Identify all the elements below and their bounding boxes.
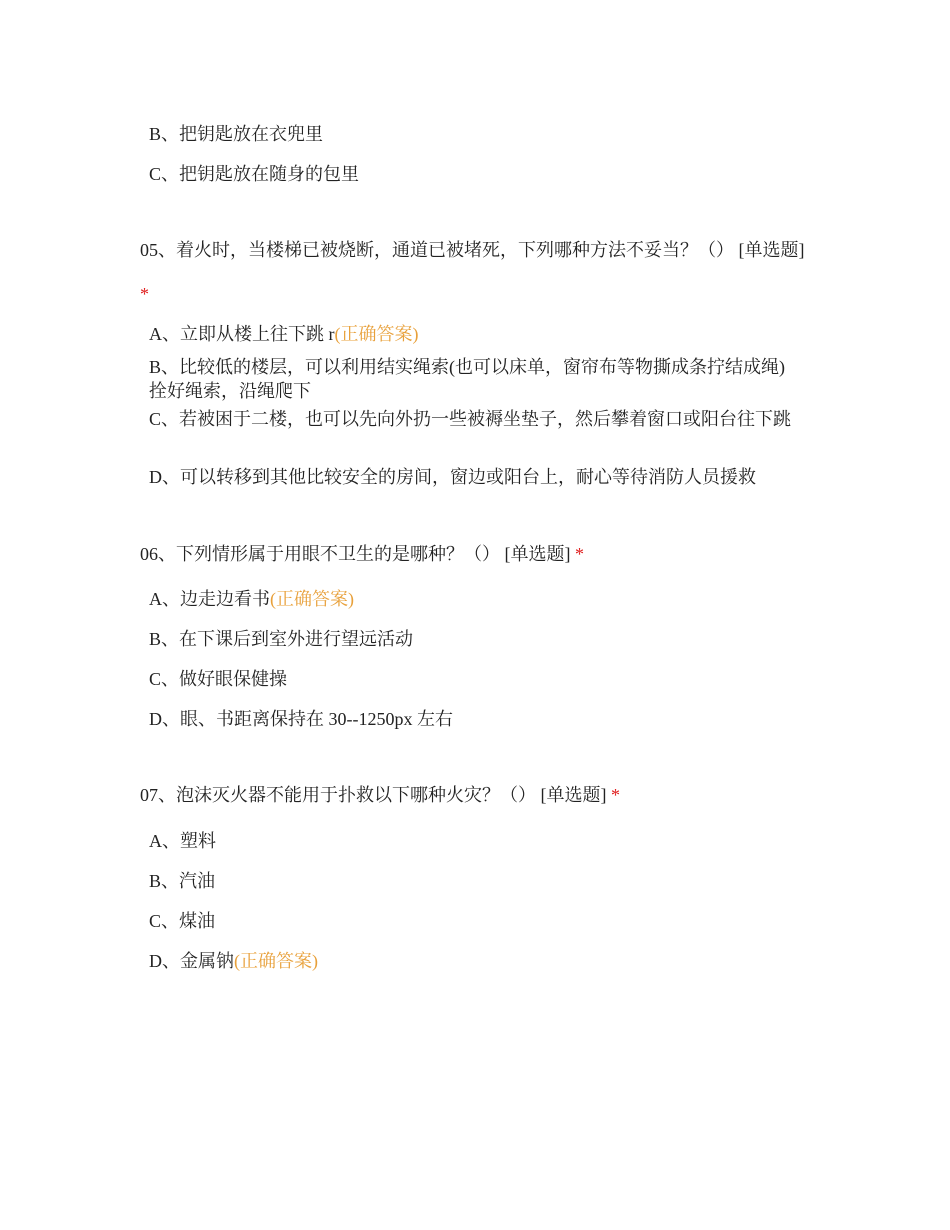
option-text: C、把钥匙放在随身的包里	[149, 164, 360, 184]
option-text: B、比较低的楼层，可以利用结实绳索(也可以床单，窗帘布等物撕成条拧结成绳)拴好绳索，沿绳爬下	[149, 357, 785, 401]
option-text: C、若被困于二楼，也可以先向外扔一些被褥坐垫子，然后攀着窗口或阳台往下跳	[149, 409, 792, 429]
option-text: A、边走边看书	[149, 589, 270, 609]
required-marker: *	[575, 544, 584, 564]
q06-option-b	[149, 628, 413, 650]
q07-option-c	[149, 910, 215, 932]
option-text: C、煤油	[149, 911, 216, 931]
correct-answer-tag: (正确答案)	[234, 951, 318, 971]
question-text: 07、泡沫灭火器不能用于扑救以下哪种火灾？（） [单选题]	[140, 785, 607, 805]
correct-answer-tag: (正确答案)	[270, 589, 354, 609]
option-text: B、汽油	[149, 871, 216, 891]
q05-option-b	[149, 355, 799, 403]
q04-option-b	[149, 123, 323, 145]
q06-option-d	[149, 708, 453, 730]
question-text: 06、下列情形属于用眼不卫生的是哪种？（） [单选题]	[140, 544, 571, 564]
q07-title	[140, 784, 620, 806]
q06-title	[140, 543, 584, 565]
correct-answer-tag: (正确答案)	[334, 324, 419, 344]
question-text: 05、着火时，当楼梯已被烧断，通道已被堵死，下列哪种方法不妥当？（） [单选题]	[140, 240, 805, 260]
option-text: A、立即从楼上往下跳 r	[149, 324, 335, 344]
option-text: D、金属钠	[149, 951, 234, 971]
q05-option-a	[149, 323, 419, 345]
q06-option-a	[149, 588, 354, 610]
q07-option-b	[149, 870, 215, 892]
q05-option-c	[149, 407, 799, 431]
option-text: D、眼、书距离保持在 30--1250px 左右	[149, 709, 453, 729]
q04-option-c	[149, 163, 359, 185]
q05-title	[140, 228, 805, 316]
option-text: A、塑料	[149, 831, 216, 851]
q06-option-c	[149, 668, 287, 690]
option-text: D、可以转移到其他比较安全的房间，窗边或阳台上，耐心等待消防人员援救	[149, 467, 756, 487]
q07-option-a	[149, 830, 216, 852]
option-text: B、在下课后到室外进行望远活动	[149, 629, 414, 649]
q07-option-d	[149, 950, 318, 972]
option-text: C、做好眼保健操	[149, 669, 288, 689]
required-marker: *	[140, 284, 149, 304]
q05-option-d	[149, 466, 756, 488]
required-marker: *	[611, 785, 620, 805]
option-text: B、把钥匙放在衣兜里	[149, 124, 324, 144]
